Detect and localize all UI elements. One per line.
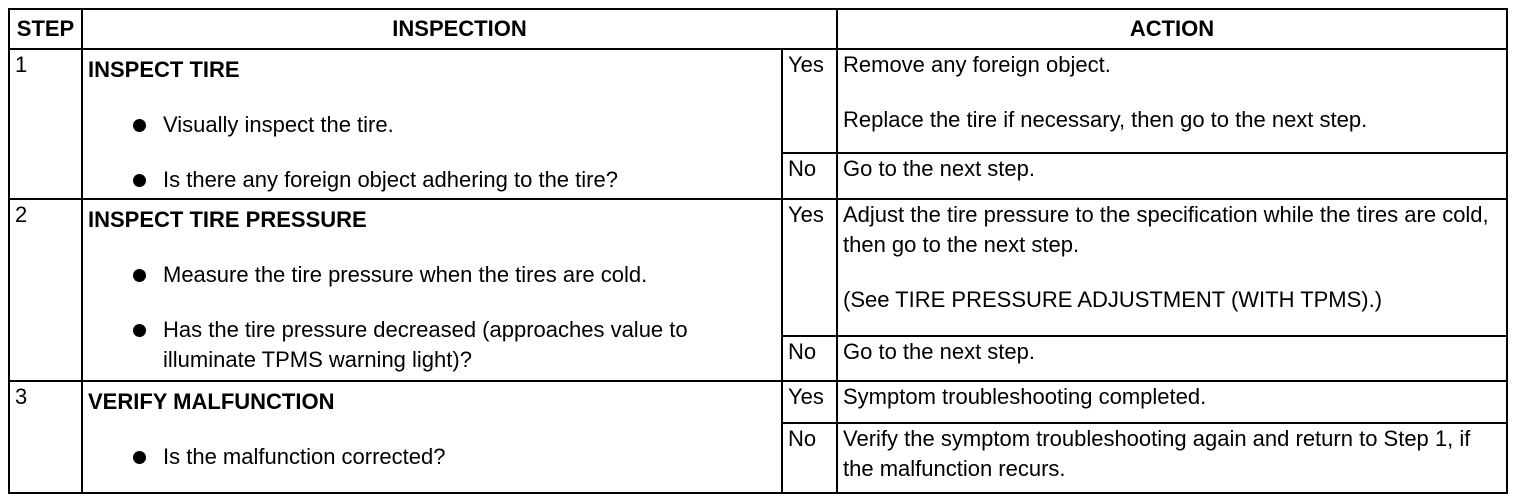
action-text: Symptom troubleshooting completed.: [843, 384, 1207, 409]
yes-label: Yes: [782, 49, 837, 153]
action-text: Replace the tire if necessary, then go to the next step.: [843, 107, 1368, 132]
inspection-bullets: [88, 260, 776, 375]
step-number: 2: [9, 199, 82, 381]
inspection-title: INSPECT TIRE PRESSURE: [88, 207, 367, 232]
no-action-cell: [837, 336, 1507, 381]
header-row: [9, 9, 1507, 49]
action-text: Go to the next step.: [843, 156, 1036, 181]
inspection-cell: [82, 49, 782, 199]
inspection-bullets: [88, 110, 776, 195]
inspection-bullet: Is there any foreign object adhering to the tire?: [88, 165, 776, 195]
no-action-cell: [837, 153, 1507, 199]
inspection-bullet: Visually inspect the tire.: [88, 110, 776, 140]
yes-label: Yes: [782, 381, 837, 423]
step-number: 1: [9, 49, 82, 199]
action-text: Remove any foreign object.: [843, 52, 1111, 77]
inspection-cell: [82, 199, 782, 381]
action-text: Verify the symptom troubleshooting again and return to Step 1, if the malfunction recurs.: [843, 426, 1471, 481]
yes-label: Yes: [782, 199, 837, 336]
inspection-bullets: [88, 442, 776, 472]
inspection-bullet: Is the malfunction corrected?: [88, 442, 776, 472]
yes-action-cell: [837, 199, 1507, 336]
action-text: Adjust the tire pressure to the specification while the tires are cold, then go to the next step.: [843, 202, 1489, 257]
step-3-yes-row: [9, 381, 1507, 423]
step-2-yes-row: [9, 199, 1507, 336]
step-1-yes-row: [9, 49, 1507, 153]
inspection-cell: [82, 381, 782, 493]
yes-action-cell: [837, 381, 1507, 423]
step-number: 3: [9, 381, 82, 493]
yes-action-cell: [837, 49, 1507, 153]
troubleshooting-table: [8, 8, 1508, 494]
inspection-bullet: Measure the tire pressure when the tires are cold.: [88, 260, 776, 290]
action-text: Go to the next step.: [843, 339, 1036, 364]
no-action-cell: [837, 423, 1507, 493]
no-label: No: [782, 336, 837, 381]
action-text: (See TIRE PRESSURE ADJUSTMENT (WITH TPMS).): [843, 287, 1383, 312]
header-step: STEP: [9, 9, 82, 49]
no-label: No: [782, 423, 837, 493]
no-label: No: [782, 153, 837, 199]
header-action: ACTION: [837, 9, 1507, 49]
inspection-title: INSPECT TIRE: [88, 57, 240, 82]
inspection-title: VERIFY MALFUNCTION: [88, 389, 335, 414]
inspection-bullet: Has the tire pressure decreased (approaches value to illuminate TPMS warning light)?: [88, 315, 776, 375]
header-inspection: INSPECTION: [82, 9, 837, 49]
